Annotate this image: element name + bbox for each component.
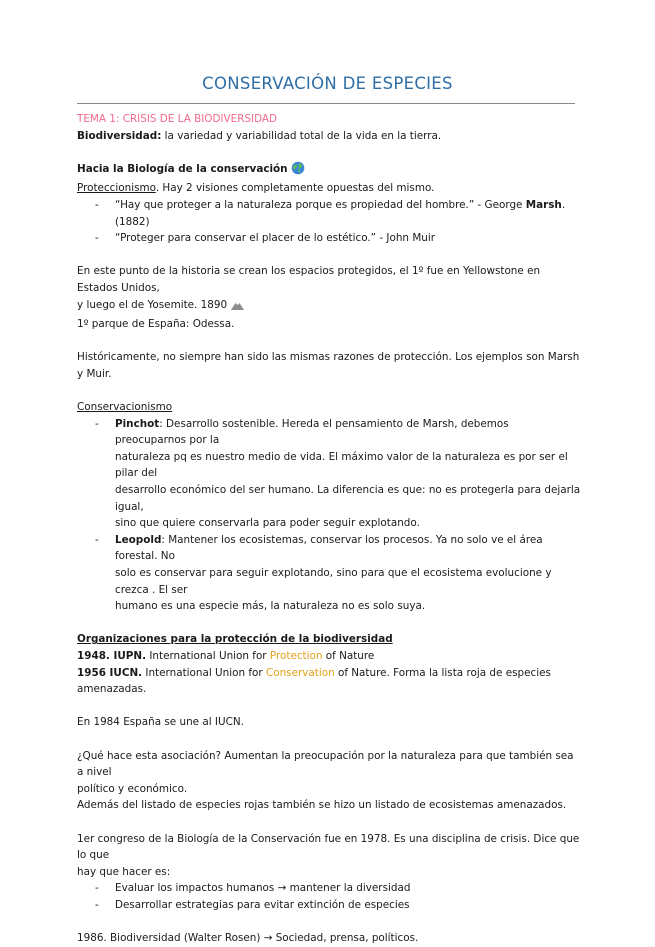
list-bullet: - [95,533,99,546]
title-divider [77,103,575,104]
definition-text: la variedad y variabilidad total de la vida en la tierra. [161,129,442,142]
asociacion-line-2: político y económico. [77,782,188,795]
leopold-line: : Mantener los ecosistemas, conservar los procesos. Ya no solo ve el área forestal. No [115,533,543,563]
organizaciones-title: Organizaciones para la protección de la biodiversidad [77,633,393,646]
spain-flag-icon [247,716,262,726]
pinchot-line: : Desarrollo sostenible. Hereda el pensamiento de Marsh, debemos preocuparnos por la [115,417,509,447]
iucn-label: 1956 IUCN. [77,666,143,679]
document-title: CONSERVACIÓN DE ESPECIES [202,74,453,93]
yellowstone-line-1: En este punto de la historia se crean los espacios protegidos, el 1º fue en Yellowstone en Estados Unidos, [77,265,541,294]
bullet-desarrollar: Desarrollar estrategias para evitar extinción de especies [115,898,410,911]
list-item [77,532,582,565]
list-item [77,230,582,247]
iupn-text: International Union for [146,650,270,662]
list-item [77,197,582,230]
iupn-text-end: of Nature [322,650,375,662]
globe-icon [291,161,305,181]
list-bullet: - [95,198,99,211]
iucn-text: International Union for [142,666,266,679]
rosen-line: 1986. Biodiversidad (Walter Rosen) → Sociedad, prensa, políticos. [77,932,419,945]
espana-park-line: 1º parque de España: Odessa. [77,318,235,331]
section-title: TEMA 1: CRISIS DE LA BIODIVERSIDAD [77,113,278,125]
iucn-text-end: of Nature. Forma la lista roja de especies amenazadas. [77,666,551,696]
iucn-highlight: Conservation [265,666,335,679]
subsection-heading [77,161,582,181]
pinchot-term: Pinchot [115,417,160,430]
congreso-line-2: hay que hacer es: [77,865,171,878]
proteccionismo-term: Proteccionismo [77,182,156,195]
list-bullet: - [95,882,99,895]
iupn-highlight: Protection [269,650,323,662]
ademas-line: Además del listado de especies rojas también se hizo un listado de ecosistemas amenazados. [77,799,567,812]
espana-iucn-line: En 1984 España se une al IUCN. [77,716,244,729]
conservacionismo-title: Conservacionismo [77,401,173,414]
pinchot-line: naturaleza pq es nuestro medio de vida. El máximo valor de la naturaleza es por ser el pilar del [115,450,568,480]
list-bullet: - [95,898,99,911]
document-body [77,111,582,947]
definition-term: Biodiversidad: [77,129,162,142]
yellowstone-paragraph [77,297,582,317]
list-item [77,880,582,897]
bullet-evaluar: Evaluar los impactos humanos → mantener la diversidad [115,882,411,895]
quote-author: Marsh [525,198,562,211]
hacia-title: Hacia la Biología de la conservación [77,162,288,175]
leopold-term: Leopold [115,533,162,546]
proteccionismo-paragraph [77,180,582,197]
pinchot-line: desarrollo económico del ser humano. La diferencia es que: no es protegerla para dejarla igual, [115,484,581,513]
iupn-line [77,648,582,665]
historicamente-line: Históricamente, no siempre han sido las mismas razones de protección. Los ejemplos son Marsh y Muir. [77,351,580,380]
pinchot-line: sino que quiere conservarla para poder seguir explotando. [115,517,420,530]
proteccionismo-text: . Hay 2 visiones completamente opuestas del mismo. [155,182,435,195]
iupn-label: 1948. IUPN. [77,650,147,662]
yellowstone-line-2: y luego el de Yosemite. 1890 [77,298,228,311]
quote-marsh: “Hay que proteger a la naturaleza porque es propiedad del hombre.” - George [115,198,526,211]
definition-paragraph [77,128,582,145]
leopold-line: humano es una especie más, la naturaleza no es solo suya. [115,600,426,613]
mountain-icon [230,299,245,317]
quote-year: . (1882) [115,198,566,228]
asociacion-line-1: ¿Qué hace esta asociación? Aumentan la preocupación por la naturaleza para que también sea a nivel [77,749,574,779]
list-bullet: - [95,232,99,245]
quote-muir: “Proteger para conservar el placer de lo estético.” - John Muir [115,232,436,245]
list-item [77,416,582,449]
leopold-line: solo es conservar para seguir explotando, sino para que el ecosistema evolucione y crezca . El ser [115,567,552,596]
congreso-line-1: 1er congreso de la Biología de la Conservación fue en 1978. Es una disciplina de crisis. Dice que lo que [77,832,580,862]
list-bullet: - [95,417,99,430]
espana-iucn-paragraph [77,714,582,731]
list-item [77,897,582,914]
iucn-line [77,665,582,698]
